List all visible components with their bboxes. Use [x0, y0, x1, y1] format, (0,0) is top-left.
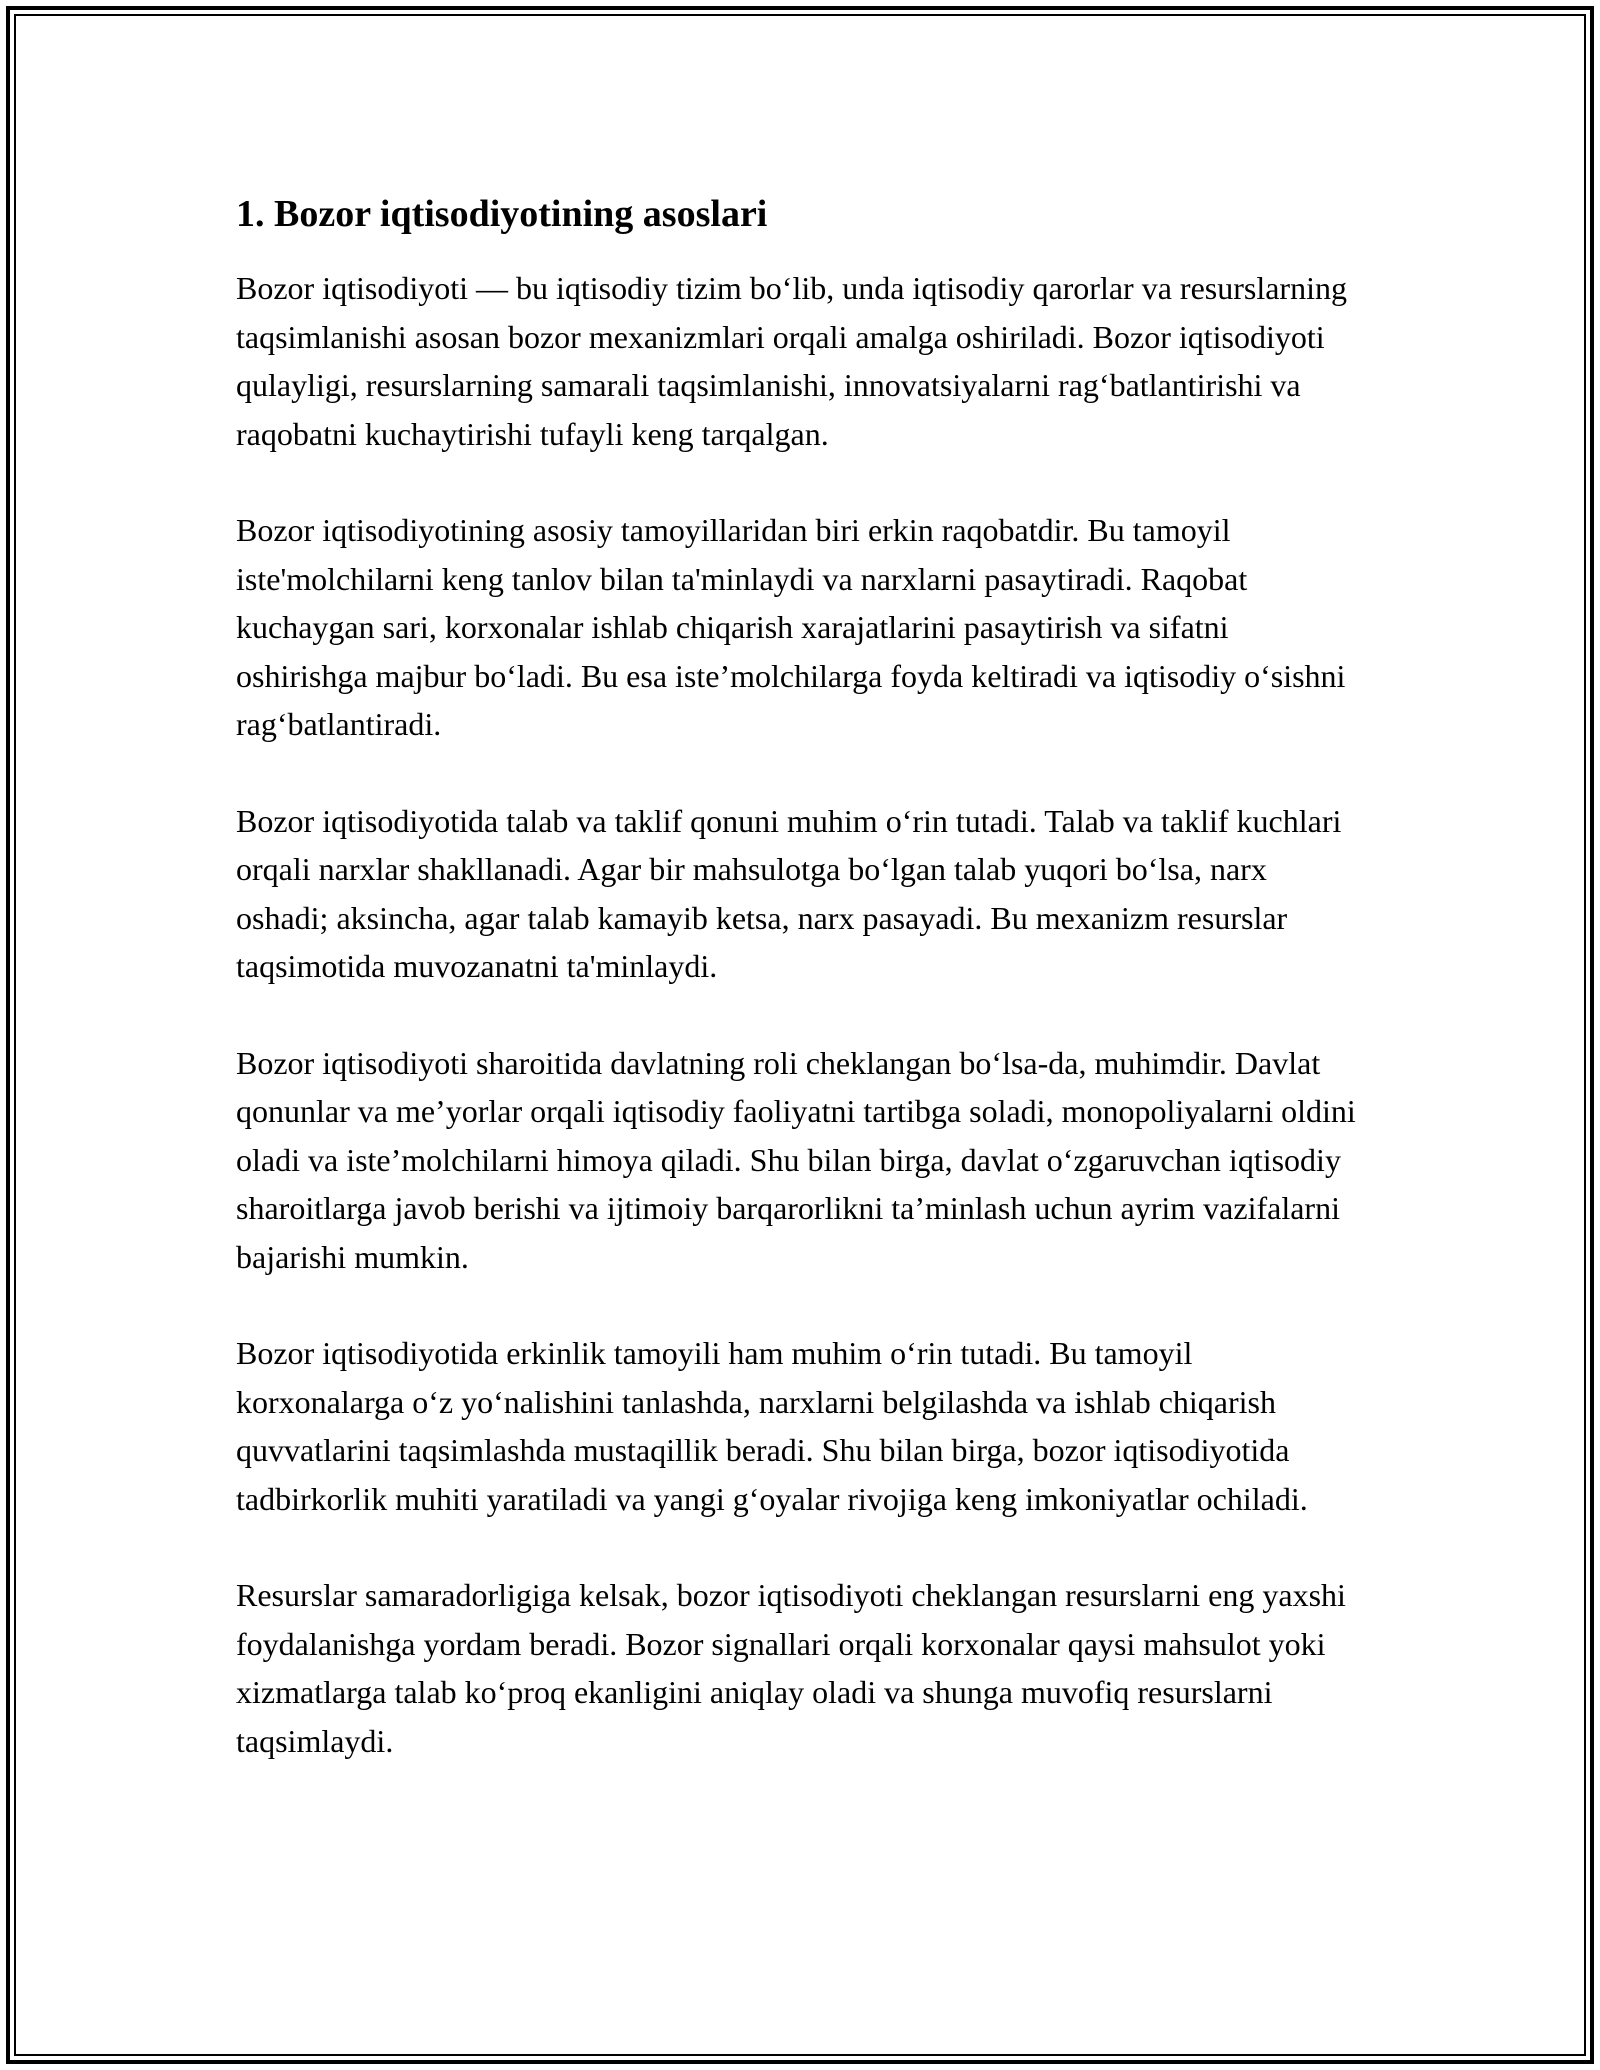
paragraph-supply-demand: Bozor iqtisodiyotida talab va taklif qonuni muhim o‘rin tutadi. Talab va taklif kuchlari orqali narxlar shakllanadi. Agar bir mahsulotga bo‘lgan talab yuqori bo‘lsa, narx oshadi; aksincha, agar talab kamayib ketsa, narx pasayadi. Bu mexanizm resurslar taqsimotida muvozanatni ta'minlaydi.: [236, 802, 1342, 984]
section-heading: 1. Bozor iqtisodiyotining asoslari: [236, 193, 768, 235]
paragraph-intro: Bozor iqtisodiyoti — bu iqtisodiy tizim bo‘lib, unda iqtisodiy qarorlar va resurslarning taqsimlanishi asosan bozor mexanizmlari orqali amalga oshiriladi. Bozor iqtisodiyoti qulayligi, resurslarning samarali taqsimlanishi, innovatsiyalarni rag‘batlantirishi va raqobatni kuchaytirishi tufayli keng tarqalgan.: [236, 270, 1347, 452]
paragraph-freedom-principle: Bozor iqtisodiyotida erkinlik tamoyili ham muhim o‘rin tutadi. Bu tamoyil korxonalarga o‘z yo‘nalishini tanlashda, narxlarni belgilashda va ishlab chiqarish quvvatlarini taqsimlashda mustaqillik beradi. Shu bilan birga, bozor iqtisodiyotida tadbirkorlik muhiti yaratiladi va yangi g‘oyalar rivojiga keng imkoniyatlar ochiladi.: [236, 1335, 1308, 1517]
paragraph-resource-efficiency: Resurslar samaradorligiga kelsak, bozor iqtisodiyoti cheklangan resurslarni eng yaxshi foydalanishga yordam beradi. Bozor signallari orqali korxonalar qaysi mahsulot yoki xizmatlarga talab ko‘proq ekanligini aniqlay oladi va shunga muvofiq resurslarni taqsimlaydi.: [236, 1577, 1346, 1759]
document-body: [236, 186, 1366, 1813]
paragraph-state-role: Bozor iqtisodiyoti sharoitida davlatning roli cheklangan bo‘lsa-da, muhimdir. Davlat qonunlar va me’yorlar orqali iqtisodiy faoliyatni tartibga soladi, monopoliyalarni oldini oladi va iste’molchilarni himoya qiladi. Shu bilan birga, davlat o‘zgaruvchan iqtisodiy sharoitlarga javob berishi va ijtimoiy barqarorlikni ta’minlash uchun ayrim vazifalarni bajarishi mumkin.: [236, 1044, 1356, 1275]
paragraph-free-competition: Bozor iqtisodiyotining asosiy tamoyillaridan biri erkin raqobatdir. Bu tamoyil iste'molchilarni keng tanlov bilan ta'minlaydi va narxlarni pasaytiradi. Raqobat kuchaygan sari, korxonalar ishlab chiqarish xarajatlarini pasaytirish va sifatni oshirishga majbur bo‘ladi. Bu esa iste’molchilarga foyda keltiradi va iqtisodiy o‘sishni rag‘batlantiradi.: [236, 512, 1346, 742]
